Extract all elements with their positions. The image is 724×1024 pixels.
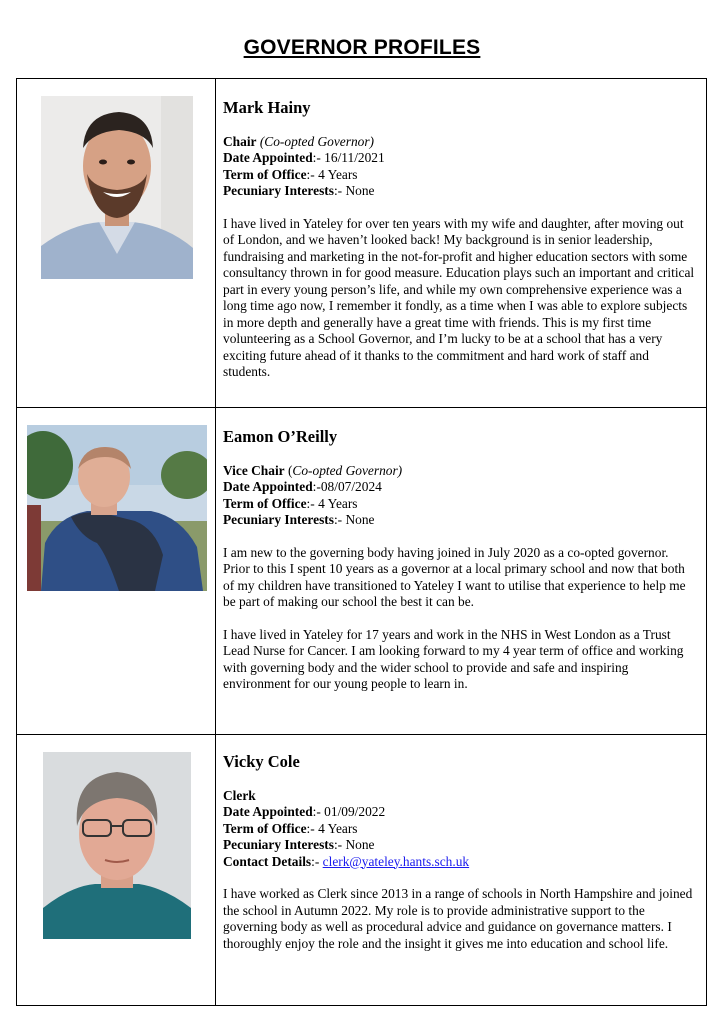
profile-text xyxy=(223,754,698,952)
role-line xyxy=(223,788,698,805)
role-separator: ( xyxy=(284,462,293,478)
profile-text xyxy=(223,100,698,381)
pecuniary-interests-line xyxy=(223,183,698,200)
photo-cell xyxy=(17,735,216,1005)
role-label: Chair xyxy=(223,133,257,149)
pecuniary-interests-label: Pecuniary Interests xyxy=(223,512,334,527)
role-line xyxy=(223,463,698,480)
bio-paragraph: I have worked as Clerk since 2013 in a range of schools in North Hampshire and joined the school in Autumn 2022. My role is to provide administrative support to the governing body as well as procedural advice and guidance on governance matters. I thoroughly enjoy the role and the insight it gives me into education and school life. xyxy=(223,886,693,951)
profiles-table xyxy=(16,78,707,1006)
profile-name: Eamon O’Reilly xyxy=(223,427,338,446)
term-of-office-line xyxy=(223,167,698,184)
portrait-photo-icon xyxy=(43,752,191,939)
pecuniary-interests-value: :- None xyxy=(333,183,375,198)
term-of-office-value: :- 4 Years xyxy=(306,495,358,511)
profile-row-eamon-oreilly xyxy=(17,408,706,735)
portrait-photo-icon xyxy=(27,425,207,591)
portrait-photo-icon xyxy=(41,96,193,279)
profile-row-vicky-cole xyxy=(17,735,706,1005)
role-label: Clerk xyxy=(223,787,256,803)
date-appointed-line xyxy=(223,150,698,167)
term-of-office-value: :- 4 Years xyxy=(306,166,358,182)
clerk-email-link[interactable]: clerk@yateley.hants.sch.uk xyxy=(322,853,470,869)
role-line xyxy=(223,134,698,151)
term-of-office-label: Term of Office xyxy=(223,166,307,182)
pecuniary-interests-label: Pecuniary Interests xyxy=(223,183,334,198)
profile-text xyxy=(223,429,698,693)
bio-paragraph: I have lived in Yateley for 17 years and work in the NHS in West London as a Trust Lead Nurse for Cancer. I am looking forward to my 4 year term of office and working with governing body and the wider school to provide and safe and inspiring environment for our young people to learn in. xyxy=(223,626,684,691)
date-appointed-label: Date Appointed xyxy=(223,150,313,165)
date-appointed-value: :- 01/09/2022 xyxy=(312,804,386,819)
pecuniary-interests-line xyxy=(223,837,698,854)
pecuniary-interests-value: :- None xyxy=(333,512,375,527)
role-detail: Co-opted Governor) xyxy=(292,462,403,478)
term-of-office-line xyxy=(223,821,698,838)
date-appointed-label: Date Appointed xyxy=(223,804,313,819)
date-appointed-line xyxy=(223,804,698,821)
bio-paragraph: I am new to the governing body having joined in July 2020 as a co-opted governor. Prior to this I spent 10 years as a governor at a local primary school and now that both of my children have transitioned to Yateley I want to utilise that experience to help me be part of making our school the best it can be. xyxy=(223,544,686,609)
pecuniary-interests-value: :- None xyxy=(333,837,375,852)
profile-row-mark-hainy xyxy=(17,79,706,408)
page-title: GOVERNOR PROFILES xyxy=(243,36,481,59)
contact-details-line xyxy=(223,854,698,871)
contact-separator: :- xyxy=(311,853,323,869)
term-of-office-label: Term of Office xyxy=(223,495,307,511)
pecuniary-interests-label: Pecuniary Interests xyxy=(223,837,334,852)
term-of-office-line xyxy=(223,496,698,513)
profile-name: Mark Hainy xyxy=(223,98,311,117)
term-of-office-value: :- 4 Years xyxy=(306,820,358,836)
pecuniary-interests-line xyxy=(223,512,698,529)
bio-paragraph: I have lived in Yateley for over ten years with my wife and daughter, after moving out of London, and we haven’t looked back! My background is in senior leadership, fundraising and marketing in the not-for-profit and higher education sectors with some consultancy thrown in for good measure. Education plays such an important and critical part in every young person’s life, and while my own comprehensive experience was a long time ago now, I remember it fondly, as a time when I was able to explore subjects in more depth and generally have a great time with friends. This is my first time volunteering as a School Governor, and I’m lucky to be at a school that has a very exciting future ahead of it thanks to the commitment and hard work of staff and students. xyxy=(223,215,695,379)
date-appointed-value: :-08/07/2024 xyxy=(312,479,382,494)
date-appointed-line xyxy=(223,479,698,496)
contact-details-label: Contact Details xyxy=(223,853,312,869)
profile-name: Vicky Cole xyxy=(223,752,300,771)
photo-cell xyxy=(17,408,216,734)
photo-cell xyxy=(17,79,216,407)
term-of-office-label: Term of Office xyxy=(223,820,307,836)
date-appointed-label: Date Appointed xyxy=(223,479,313,494)
role-detail: (Co-opted Governor) xyxy=(259,133,375,149)
date-appointed-value: :- 16/11/2021 xyxy=(312,150,385,165)
role-label: Vice Chair xyxy=(223,462,285,478)
